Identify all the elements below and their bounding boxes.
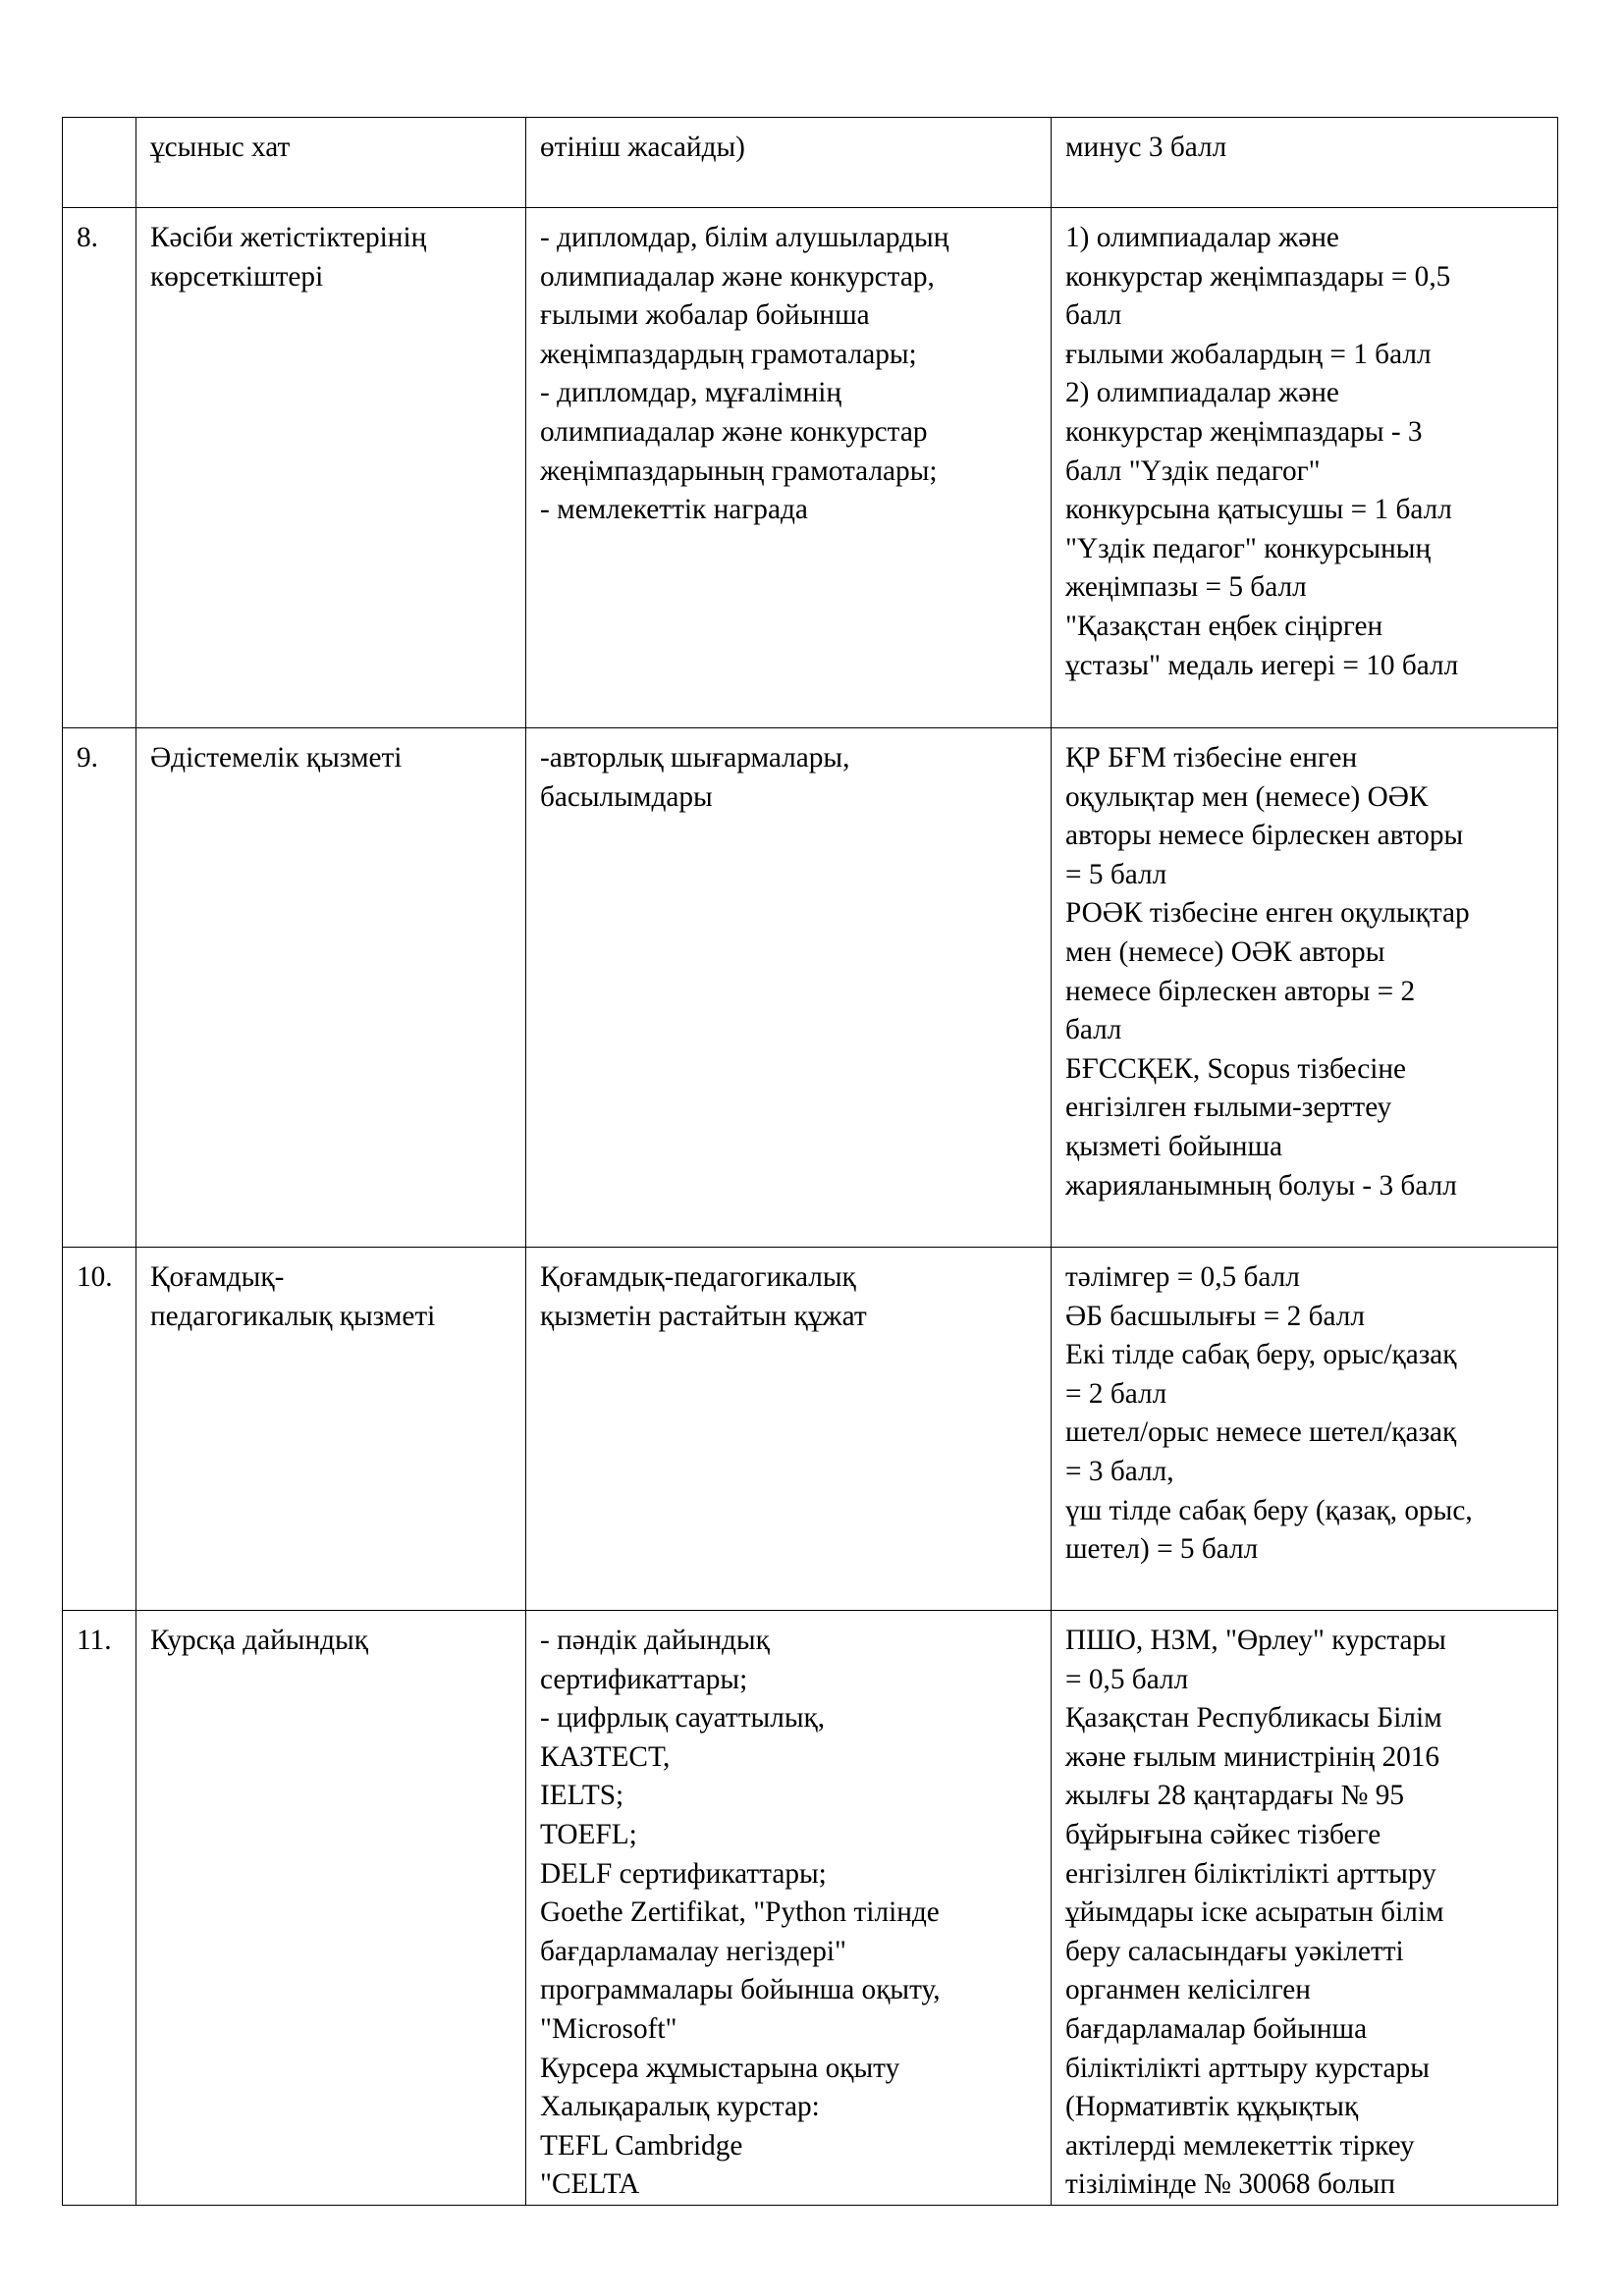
criterion-cell: [136, 118, 526, 208]
row-number: 8.: [63, 208, 136, 728]
cell-line: Қоғамдық-: [150, 1261, 285, 1293]
cell-line: жеңімпаздардың грамоталары;: [540, 338, 917, 370]
table-row: [63, 1248, 1558, 1611]
cell-line: Қоғамдық-педагогикалық: [540, 1261, 856, 1293]
cell-line: - цифрлық сауаттылық,: [540, 1702, 826, 1735]
table-row: [63, 208, 1558, 728]
cell-line: олимпиадалар және конкурстар,: [540, 260, 935, 293]
cell-line: актілерді мемлекеттік тіркеу: [1065, 2129, 1415, 2162]
cell-line: DELF сертификаттары;: [540, 1857, 827, 1890]
cell-line: оқулықтар мен (немесе) ОӘК: [1065, 780, 1429, 813]
criterion-cell: [136, 208, 526, 728]
cell-line: Курсқа дайындық: [150, 1625, 368, 1656]
cell-line: олимпиадалар және конкурстар: [540, 415, 928, 448]
cell-line: - пәндік дайындық: [540, 1625, 770, 1656]
criterion-cell: [136, 728, 526, 1248]
cell-line: жарияланымның болуы - 3 балл: [1065, 1169, 1457, 1201]
cell-line: бағдарламалар бойынша: [1065, 2012, 1368, 2045]
cell-line: TEFL Cambridge: [540, 2129, 743, 2162]
cell-line: органмен келісілген: [1065, 1974, 1311, 2006]
cell-line: енгізілген біліктілікті арттыру: [1065, 1857, 1436, 1890]
cell-line: жеңімпаздарының грамоталары;: [540, 454, 938, 487]
cell-line: Кәсіби жетістіктерінің: [150, 222, 427, 253]
cell-line: конкурстар жеңімпаздары = 0,5: [1065, 260, 1451, 293]
cell-line: = 5 балл: [1065, 858, 1167, 890]
cell-line: "CELTA: [540, 2168, 640, 2201]
cell-line: IELTS;: [540, 1780, 624, 1812]
cell-line: -авторлық шығармалары,: [540, 742, 850, 774]
cell-line: балл "Үздік педагог": [1065, 454, 1321, 487]
cell-line: балл: [1065, 299, 1122, 332]
criterion-cell: [136, 1248, 526, 1611]
cell-line: балл: [1065, 1014, 1122, 1046]
cell-line: Екі тілде сабақ беру, орыс/қазақ: [1065, 1339, 1457, 1371]
cell-line: көрсеткіштері: [150, 260, 324, 293]
documents-cell: [526, 208, 1052, 728]
cell-line: Әдістемелік қызметі: [150, 742, 403, 774]
cell-line: = 0,5 балл: [1065, 1663, 1189, 1695]
cell-line: ӘБ басшылығы = 2 балл: [1065, 1300, 1366, 1332]
cell-line: тізілімінде № 30068 болып: [1065, 2168, 1395, 2201]
cell-line: қызметі бойынша: [1065, 1130, 1283, 1162]
cell-line: "Microsoft": [540, 2012, 677, 2045]
cell-line: авторы немесе бірлескен авторы: [1065, 820, 1464, 852]
cell-line: басылымдары: [540, 780, 713, 813]
cell-line: "Үздік педагог" конкурсының: [1065, 532, 1432, 564]
cell-line: бағдарламалау негіздері": [540, 1935, 846, 1967]
cell-line: - дипломдар, білім алушылардың: [540, 222, 949, 253]
cell-line: біліктілікті арттыру курстары: [1065, 2052, 1430, 2084]
cell-line: - мемлекеттік награда: [540, 494, 808, 526]
cell-line: Курсера жұмыстарына оқыту: [540, 2052, 900, 2084]
cell-line: ПШО, НЗМ, "Өрлеу" курстары: [1065, 1625, 1446, 1656]
scores-cell: [1052, 728, 1558, 1248]
scores-cell: [1052, 208, 1558, 728]
cell-line: бұйрығына сәйкес тізбеге: [1065, 1818, 1381, 1850]
cell-line: программалары бойынша оқыту,: [540, 1974, 941, 2006]
scores-cell: [1052, 1248, 1558, 1611]
cell-line: (Нормативтік құқықтық: [1065, 2091, 1359, 2123]
criteria-table: [62, 117, 1558, 2206]
cell-line: Халықаралық курстар:: [540, 2091, 820, 2123]
cell-line: немесе бірлескен авторы = 2: [1065, 975, 1416, 1007]
criteria-table-body: [63, 118, 1558, 2206]
cell-line: тәлімгер = 0,5 балл: [1065, 1261, 1300, 1293]
cell-line: ғылыми жобалардың = 1 балл: [1065, 338, 1432, 370]
cell-line: БҒССҚЕК, Scopus тізбесіне: [1065, 1052, 1407, 1085]
cell-line: TOEFL;: [540, 1818, 637, 1850]
scores-cell: [1052, 118, 1558, 208]
cell-line: сертификаттары;: [540, 1663, 748, 1695]
cell-line: және ғылым министрінің 2016: [1065, 1740, 1440, 1773]
documents-cell: [526, 118, 1052, 208]
cell-line: ұсыныс хат: [150, 132, 291, 163]
cell-line: - дипломдар, мұғалімнің: [540, 377, 842, 409]
cell-line: ҚР БҒМ тізбесіне енген: [1065, 742, 1358, 774]
cell-line: 1) олимпиадалар және: [1065, 222, 1339, 253]
cell-line: Goethe Zertifikat, "Python тілінде: [540, 1896, 940, 1929]
cell-line: жеңімпазы = 5 балл: [1065, 571, 1307, 604]
cell-line: = 2 балл: [1065, 1377, 1167, 1410]
cell-line: РОӘК тізбесіне енген оқулықтар: [1065, 897, 1470, 930]
cell-line: өтініш жасайды): [540, 132, 745, 163]
criterion-cell: [136, 1611, 526, 2206]
cell-line: шетел/орыс немесе шетел/қазақ: [1065, 1416, 1457, 1449]
row-number: [63, 118, 136, 208]
cell-line: 2) олимпиадалар және: [1065, 377, 1339, 409]
cell-line: Қазақстан Республикасы Білім: [1065, 1702, 1442, 1735]
cell-line: қызметін растайтын құжат: [540, 1300, 867, 1332]
row-number: 11.: [63, 1611, 136, 2206]
cell-line: минус 3 балл: [1065, 132, 1227, 163]
cell-line: педагогикалық қызметі: [150, 1300, 436, 1332]
table-row: [63, 118, 1558, 208]
cell-line: мен (немесе) ОӘК авторы: [1065, 935, 1385, 968]
cell-line: беру саласындағы уәкілетті: [1065, 1935, 1404, 1967]
row-number: 10.: [63, 1248, 136, 1611]
documents-cell: [526, 728, 1052, 1248]
cell-line: конкурсына қатысушы = 1 балл: [1065, 494, 1452, 526]
table-row: [63, 1611, 1558, 2206]
cell-line: ұйымдары іске асыратын білім: [1065, 1896, 1444, 1929]
cell-line: ғылыми жобалар бойынша: [540, 299, 870, 332]
documents-cell: [526, 1248, 1052, 1611]
scores-cell: [1052, 1611, 1558, 2206]
table-row: [63, 728, 1558, 1248]
cell-line: КАЗТЕСТ,: [540, 1740, 671, 1773]
cell-line: үш тілде сабақ беру (қазақ, орыс,: [1065, 1494, 1473, 1526]
cell-line: енгізілген ғылыми-зерттеу: [1065, 1092, 1392, 1124]
cell-line: жылғы 28 қаңтардағы № 95: [1065, 1780, 1405, 1812]
documents-cell: [526, 1611, 1052, 2206]
cell-line: конкурстар жеңімпаздары - 3: [1065, 415, 1423, 448]
row-number: 9.: [63, 728, 136, 1248]
cell-line: "Қазақстан еңбек сіңірген: [1065, 610, 1383, 642]
cell-line: шетел) = 5 балл: [1065, 1533, 1259, 1566]
cell-line: ұстазы" медаль иегері = 10 балл: [1065, 649, 1459, 681]
cell-line: = 3 балл,: [1065, 1455, 1174, 1487]
